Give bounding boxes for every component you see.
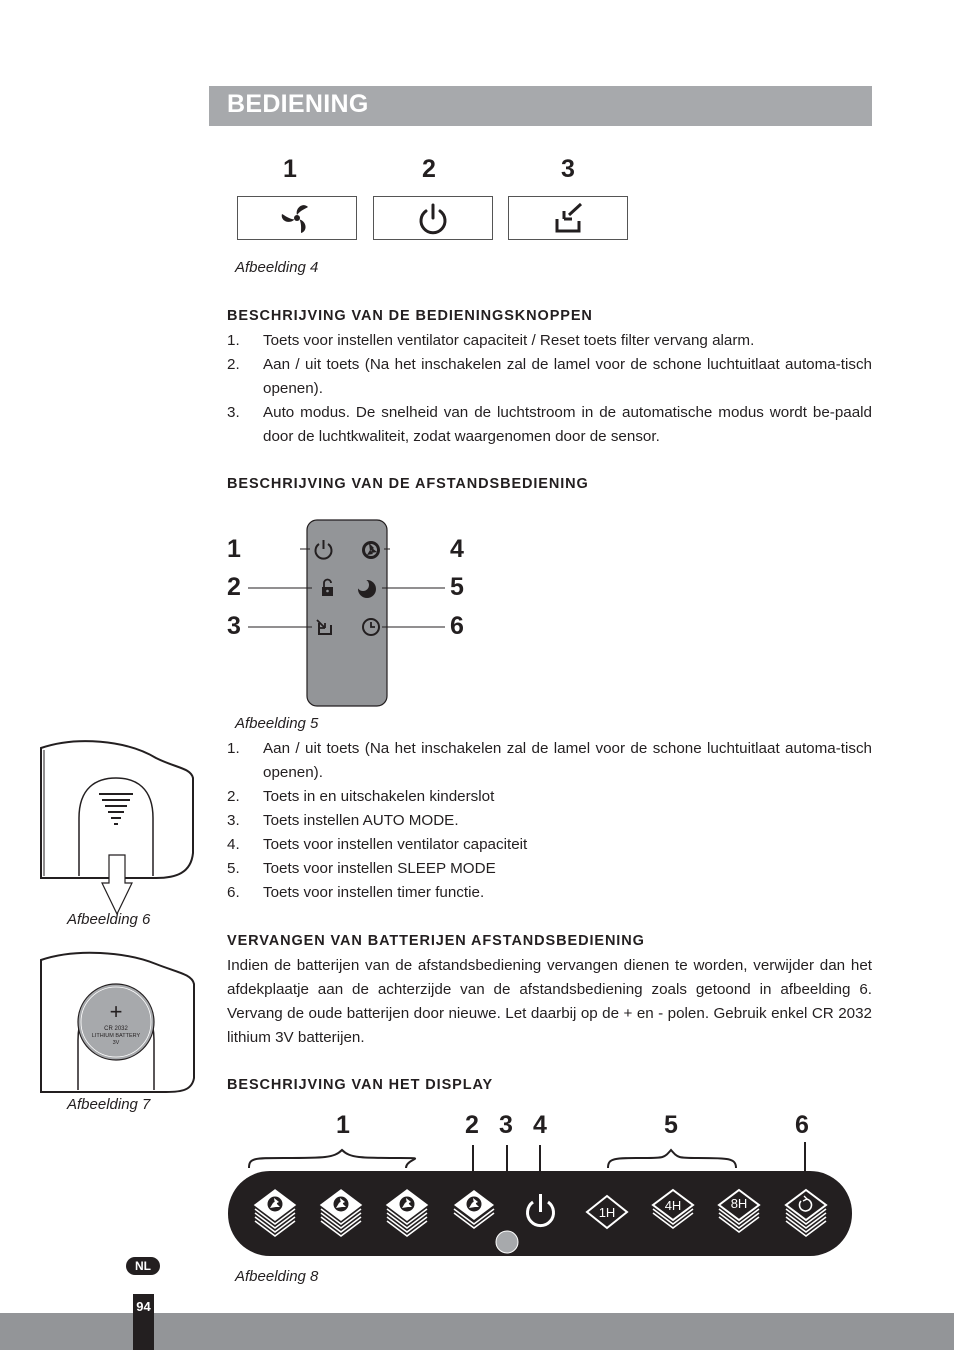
page-number: 94 bbox=[136, 1299, 151, 1314]
fig8-caption: Afbeelding 8 bbox=[235, 1268, 319, 1285]
fig7-caption: Afbeelding 7 bbox=[67, 1096, 151, 1113]
remote-control-illustration bbox=[240, 515, 460, 710]
battery-text-line-2: LITHIUM BATTERY bbox=[91, 1033, 141, 1039]
list-item: 3. Toets instellen AUTO MODE. bbox=[227, 812, 459, 829]
list-item: 6. Toets voor instellen timer functie. bbox=[227, 884, 485, 901]
battery-text-line-1: CR 2032 bbox=[104, 1026, 128, 1032]
remote-number-6: 6 bbox=[450, 612, 464, 640]
remote-number-4: 4 bbox=[450, 535, 464, 563]
display-number-5: 5 bbox=[664, 1111, 678, 1139]
buttons-list bbox=[227, 329, 872, 449]
batteries-paragraph: Indien de batterijen van de afstandsbediening vervangen dienen te worden, verwijder dan het afdekplaatje aan de achterzijde van de afstandsbediening zoals getoond in afbeelding 6. Vervang de oude batterijen door nieuwe. Let daarbij op de + en - polen. Gebruik enkel CR 2032 lithium 3V batterijen. bbox=[227, 957, 872, 1046]
buttons-heading: BESCHRIJVING VAN DE BEDIENINGSKNOPPEN bbox=[227, 308, 593, 324]
page-title: BEDIENING bbox=[227, 90, 369, 118]
list-item: 2. Toets in en uitschakelen kinderslot bbox=[227, 788, 495, 805]
remote-number-5: 5 bbox=[450, 573, 464, 601]
list-item: 2. Aan / uit toets (Na het inschakelen zal de lamel voor de schone luchtuitlaat automa-tisch openen). bbox=[227, 356, 872, 397]
battery-cover-illustration bbox=[36, 738, 198, 918]
section-title-bar bbox=[209, 86, 872, 126]
fan-button[interactable] bbox=[237, 196, 357, 240]
auto-mode-button[interactable] bbox=[508, 196, 628, 240]
fig4-number-2: 2 bbox=[422, 155, 436, 183]
fig5-caption: Afbeelding 5 bbox=[235, 715, 319, 732]
fig4-caption: Afbeelding 4 bbox=[235, 259, 319, 276]
list-item: 4. Toets voor instellen ventilator capaciteit bbox=[227, 836, 528, 853]
display-number-1: 1 bbox=[336, 1111, 350, 1139]
battery-plus-sign: + bbox=[109, 999, 123, 1024]
auto-mode-icon bbox=[509, 197, 627, 239]
display-panel-illustration bbox=[224, 1140, 856, 1260]
batteries-heading: VERVANGEN VAN BATTERIJEN AFSTANDSBEDIENING bbox=[227, 933, 645, 949]
display-heading: BESCHRIJVING VAN HET DISPLAY bbox=[227, 1077, 494, 1093]
remote-number-1: 1 bbox=[227, 535, 241, 563]
list-item: 1. Toets voor instellen ventilator capaciteit / Reset toets filter vervang alarm. bbox=[227, 332, 755, 349]
battery-text-line-3: 3V bbox=[112, 1040, 120, 1046]
fig4-number-1: 1 bbox=[283, 155, 297, 183]
power-icon bbox=[374, 197, 492, 239]
page-number-tab bbox=[133, 1294, 154, 1350]
display-number-6: 6 bbox=[795, 1111, 809, 1139]
fig6-caption: Afbeelding 6 bbox=[67, 911, 151, 928]
list-item: 1. Aan / uit toets (Na het inschakelen zal de lamel voor de schone luchtuitlaat automa-tisch openen). bbox=[227, 740, 872, 781]
display-number-2: 2 bbox=[465, 1111, 479, 1139]
timer-1h-label: 1H bbox=[598, 1205, 616, 1220]
list-item: 5. Toets voor instellen SLEEP MODE bbox=[227, 860, 496, 877]
remote-heading: BESCHRIJVING VAN DE AFSTANDSBEDIENING bbox=[227, 476, 589, 492]
fig4-number-3: 3 bbox=[561, 155, 575, 183]
remote-fan-button[interactable] bbox=[362, 541, 380, 559]
display-number-4: 4 bbox=[533, 1111, 547, 1139]
timer-8h-label: 8H bbox=[730, 1196, 748, 1211]
battery-compartment-illustration bbox=[36, 950, 198, 1098]
list-item: 3. Auto modus. De snelheid van de luchtstroom in de automatische modus wordt be-paald door de luchtkwaliteit, zodat waargenomen door de sensor. bbox=[227, 404, 872, 445]
timer-4h-label: 4H bbox=[664, 1198, 682, 1213]
power-button[interactable] bbox=[373, 196, 493, 240]
remote-number-3: 3 bbox=[227, 612, 241, 640]
indicator-light bbox=[496, 1231, 518, 1253]
fan-icon bbox=[238, 197, 356, 239]
language-badge: NL bbox=[126, 1257, 160, 1275]
display-number-3: 3 bbox=[499, 1111, 513, 1139]
remote-list bbox=[227, 737, 872, 905]
remote-number-2: 2 bbox=[227, 573, 241, 601]
